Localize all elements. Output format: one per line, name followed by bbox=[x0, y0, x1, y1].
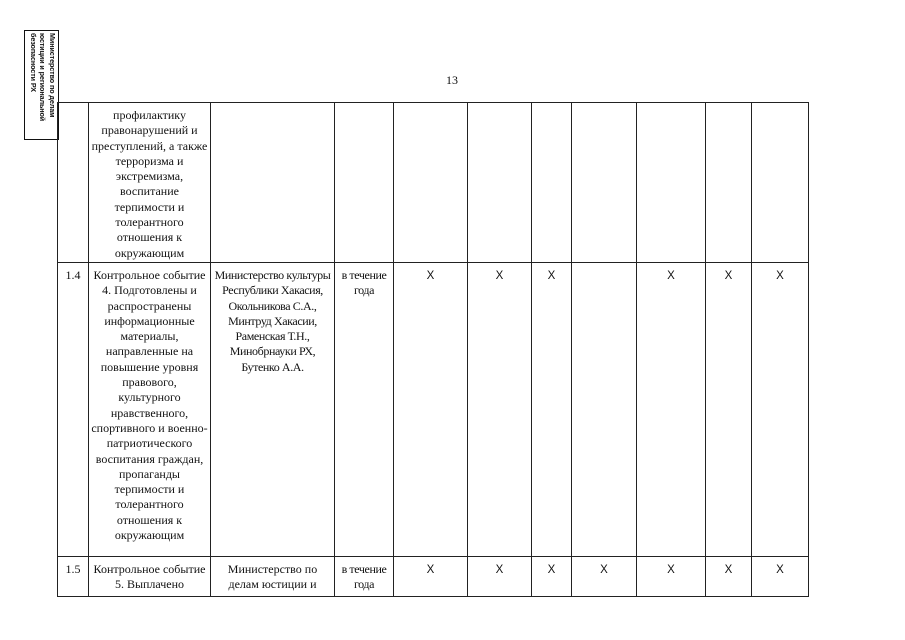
mark-cell bbox=[637, 103, 706, 263]
responsible-cell: Министерство по делам юстиции и bbox=[211, 557, 335, 597]
mark-cell bbox=[706, 103, 752, 263]
event-cell: Контрольное событие 5. Выплачено bbox=[89, 557, 211, 597]
mark-cell: X bbox=[752, 263, 809, 557]
mark-cell: X bbox=[468, 557, 532, 597]
term-cell: в течение года bbox=[335, 557, 394, 597]
mark-cell: X bbox=[572, 557, 637, 597]
mark-cell: X bbox=[468, 263, 532, 557]
responsible-cell: Министерство культуры Республики Хакасия, Окольникова С.А., Минтруд Хакасии, Раменская Т.Н., Минобрнауки РХ, Бутенко А.А. bbox=[211, 263, 335, 557]
mark-cell: X bbox=[637, 263, 706, 557]
responsible-cell bbox=[211, 103, 335, 263]
event-cell: Контрольное событие 4. Подготовлены и распространены информационные материалы, направленные на повышение уровня правового, культурного нравственного, спортивного и военно-патриотического воспитания граждан, пропаганды терпимости и толерантного отношения к окружающим bbox=[89, 263, 211, 557]
mark-cell bbox=[532, 103, 572, 263]
mark-cell: X bbox=[706, 557, 752, 597]
row-number bbox=[58, 103, 89, 263]
plan-table bbox=[57, 102, 809, 597]
ministry-stamp bbox=[24, 30, 59, 140]
stamp-text: Министерство по делам юстиции и региональной безопасности РХ bbox=[28, 33, 57, 122]
row-number: 1.5 bbox=[58, 557, 89, 597]
mark-cell: X bbox=[637, 557, 706, 597]
table-row bbox=[58, 263, 809, 557]
mark-cell: X bbox=[394, 263, 468, 557]
term-cell bbox=[335, 103, 394, 263]
mark-cell: X bbox=[532, 557, 572, 597]
mark-cell bbox=[752, 103, 809, 263]
table-row bbox=[58, 557, 809, 597]
mark-cell bbox=[572, 263, 637, 557]
mark-cell: X bbox=[752, 557, 809, 597]
term-cell: в течение года bbox=[335, 263, 394, 557]
mark-cell bbox=[572, 103, 637, 263]
mark-cell bbox=[394, 103, 468, 263]
mark-cell bbox=[468, 103, 532, 263]
mark-cell: X bbox=[532, 263, 572, 557]
page-number: 13 bbox=[446, 73, 458, 87]
mark-cell: X bbox=[706, 263, 752, 557]
mark-cell: X bbox=[394, 557, 468, 597]
table-row bbox=[58, 103, 809, 263]
event-cell: профилактику правонарушений и преступлений, а также терроризма и экстремизма, воспитание терпимости и толерантного отношения к окружающим bbox=[89, 103, 211, 263]
row-number: 1.4 bbox=[58, 263, 89, 557]
